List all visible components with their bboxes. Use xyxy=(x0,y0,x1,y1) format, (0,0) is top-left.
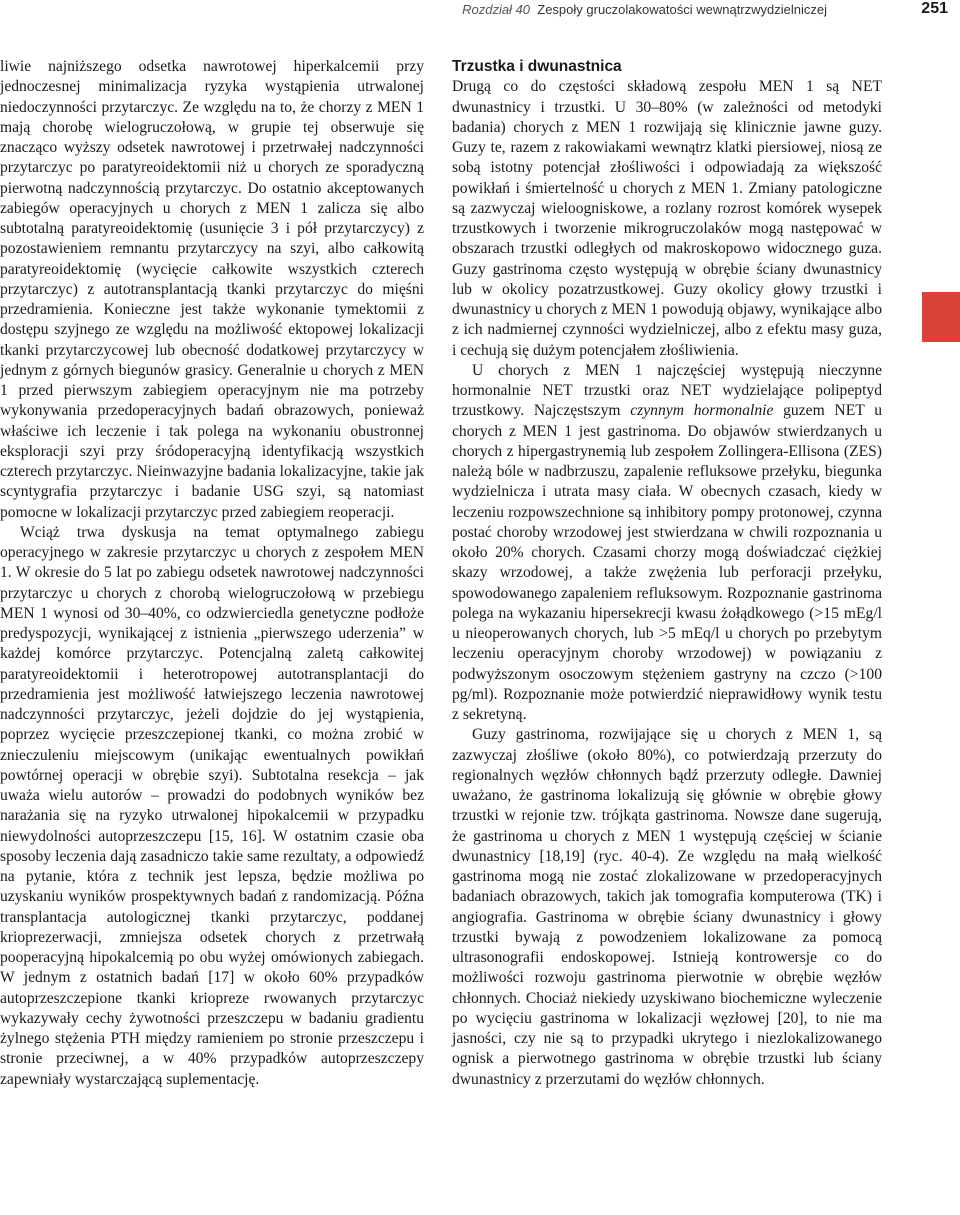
right-paragraph-2 xyxy=(452,361,882,726)
running-header xyxy=(462,2,827,17)
chapter-label: Rozdział 40 xyxy=(462,2,531,17)
right-paragraph-2-rest: guzem NET u chorych z MEN 1 jest gastrinoma. Do objawów stwierdzanych u chorych z hipergastrynemią lub zespołem Zollingera-Ellisona (ZES) należą bóle w nadbrzuszu, zapalenie refluksowe przełyku, biegunka wydzielnicza i utrata masy ciała. W obecnych czasach, kiedy w leczeniu rozpowszechnione są inhibitory pompy protonowej, czynna postać choroby wrzodowej jest stwierdzana w chwili rozpoznania u około 20% chorych. Czasami chorzy mogą doświadczać ciężkiej skazy wrzodowej, a także zwężenia lub perforacji przełyku, spowodowanego zapaleniem refluksowym. Rozpoznanie gastrinoma polega na wykazaniu hipersekrecji kwasu żołądkowego (>15 mEg/l u nieoperowanych chorych, lub >5 mEq/l u chorych po przebytym leczeniu operacyjnym choroby wrzodowej) w powiązaniu z podwyższonym osoczowym stężeniem gastryny na czczo (>100 pg/ml). Rozpoznanie może potwierdzić nieprawidłowy wynik testu z sekretyną. xyxy=(452,402,882,723)
left-paragraph-2: Wciąż trwa dyskusja na temat optymalnego zabiegu operacyjnego w zakresie przytarczyc u chorych z zespołem MEN 1. W okresie do 5 lat po zabiegu odsetek nawrotowej nadczynności przytarczyc u chorych z chorobą wielogruczołową w przebiegu MEN 1 wynosi od 30–40%, co odzwierciedla genetyczne podłoże predyspozycji, wynikającej z istnienia „pierwszego uderzenia” w każdej komórce przytarczyc. Potencjalną zaletą całkowitej paratyreoidektomii i heterotropowej autotransplantacji do przedramienia jest możliwość łatwiejszego leczenia nawrotowej nadczynności przytarczyc, jeżeli dojdzie do jej wystąpienia, poprzez wycięcie przeszczepionej tkanki, co można zrobić w znieczuleniu miejscowym (unikając ewentualnych powikłań powtórnej operacji w obrębie szyi). Subtotalna resekcja – jak uważa wielu autorów – prowadzi do podobnych wyników bez narażania się na ryzyko utrwalonej hipokalcemii w przypadku niewydolności autoprzeszczepu [15, 16]. W ostatnim czasie oba sposoby leczenia dają zasadniczo takie same rezultaty, a odpowiedź na pytanie, która z technik jest lepsza, będzie możliwa po uzyskaniu wyników prospektywnych badań z randomizacją. Późna transplantacja autologicznej tkanki przytarczyc, poddanej krioprezerwacji, zmniejsza odsetek chorych z przetrwałą pooperacyjną hipokalcemią po obu wyżej omówionych zabiegach. W jednym z ostatnich badań [17] w około 60% przypadków autoprzeszczepione tkanki kriopreze rwowanych przytarczyc wykazywały cechy żywotności przeszczepu w badaniu gradientu żylnego stężenia PTH między ramieniem po stronie przeszczepu i stronie przeciwnej, a w 40% przypadków autoprzeszczepy zapewniały wystarczającą suplementację. xyxy=(0,523,424,1088)
page-number: 251 xyxy=(921,0,948,17)
left-column xyxy=(0,57,424,1090)
chapter-title: Zespoły gruczolakowatości wewnątrzwydzielniczej xyxy=(537,2,827,17)
section-heading: Trzustka i dwunastnica xyxy=(452,58,622,75)
right-column xyxy=(452,57,882,1090)
italic-term: czynnym hormonalnie xyxy=(630,402,774,420)
right-paragraph-1: Drugą co do częstości składową zespołu MEN 1 są NET dwunastnicy i trzustki. U 30–80% (w zależności od metodyki badania) chorych z MEN 1 rozwijają się klinicznie jawne guzy. Guzy te, razem z rakowiakami wewnątrz klatki piersiowej, niosą ze sobą istotny potencjał złośliwości i odpowiadają za większość powikłań i śmiertelność u chorych z MEN 1. Zmiany patologiczne są zazwyczaj wieloogniskowe, a rozlany rozrost komórek wysepek trzustkowych i tworzenie mikrogruczolaków mogą następować w obszarach trzustki odległych od makroskopowo widocznego guza. Guzy gastrinoma często występują w obrębie ściany dwunastnicy lub w okolicy pozatrzustkowej. Guzy okolicy głowy trzustki i dwunastnicy u chorych z MEN 1 powodują objawy, wynikające albo z ich nadmiernej czynności wydzielniczej, albo z efektu masy guza, i cechują się dużym potencjałem złośliwienia. xyxy=(452,78,882,359)
right-paragraph-2-start: U chorych z MEN 1 najczęściej występują nieczynne hormonalnie NET trzustki oraz NET wydzielające polipeptyd trzustkowy. Najczęstszym xyxy=(452,361,882,420)
page-header xyxy=(0,0,960,34)
left-paragraph-1: liwie najniższego odsetka nawrotowej hiperkalcemii przy jednoczesnej minimalizacja ryzyka wystąpienia utrwalonej niedoczynności przytarczyc. Ze względu na to, że chorzy z MEN 1 mają chorobę wielogruczołową, w grupie tej obserwuje się znacząco wyższy odsetek nawrotowej i przetrwałej nadczynności przytarczyc po paratyreoidektomii niż u chorych ze sporadyczną pierwotną nadczynnością przytarczyc. Do ostatnio akceptowanych zabiegów operacyjnych u chorych z MEN 1 zalicza się albo subtotalną paratyreoidektomię (usunięcie 3 i pół przytarczycy) z pozostawieniem remnantu przytarczycy na szyi, albo całkowitą paratyreoidektomię (wycięcie całkowite wszystkich czterech przytarczyc) z autotransplantacją tkanki przytarczyc do mięśni przedramienia. Konieczne jest także wykonanie tymektomii z dostępu szyjnego ze względu na możliwość ektopowej lokalizacji tkanki przytarczycowej lub obecność dodatkowej przytarczycy w jednym z górnych biegunów grasicy. Generalnie u chorych z MEN 1 przed pierwszym zabiegiem operacyjnym nie ma potrzeby wykonywania przedoperacyjnych badań obrazowych, ponieważ właściwe ich leczenie i tak polega na wykonaniu obustronnej eksploracji szyi przy śródoperacyjną identyfikacją wszystkich czterech przytarczyc. Nieinwazyjne badania lokalizacyjne, takie jak scyntygrafia przytarczyc i badanie USG szyi, są natomiast pomocne w lokalizacji przytarczyc przed zabiegiem reoperacji. xyxy=(0,58,424,521)
right-paragraph-3: Guzy gastrinoma, rozwijające się u chorych z MEN 1, są zazwyczaj złośliwe (około 80%), co potwierdzają przerzuty do regionalnych węzłów chłonnych bądź przerzuty odległe. Dawniej uważano, że gastrinoma lokalizują się głównie w obrębie głowy trzustki w rejonie tzw. trójkąta gastrinoma. Nowsze dane sugerują, że gastrinoma u chorych z MEN 1 występują częściej w ścianie dwunastnicy [18,19] (ryc. 40-4). Ze względu na małą wielkość gastrinoma mogą nie zostać zlokalizowane w przedoperacyjnych badaniach obrazowych, takich jak tomografia komputerowa (TK) i angiografia. Gastrinoma w obrębie ściany dwunastnicy i głowy trzustki bywają z powodzeniem lokalizowane za pomocą ultrasonografii endoskopowej. Istnieją kontrowersje co do możliwości rozwoju gastrinoma pierwotnie w obrębie węzłów chłonnych. Chociaż niekiedy uzyskiwano biochemiczne wyleczenie po wycięciu gastrinoma w lokalizacji węzłowej [20], to nie ma jasności, czy nie są to przypadki ukrytego i niezlokalizowanego ognisk a pierwotnego gastrinoma w obrębie trzustki lub ściany dwunastnicy z przerzutami do węzłów chłonnych. xyxy=(452,726,882,1088)
chapter-thumb-tab xyxy=(922,292,960,342)
